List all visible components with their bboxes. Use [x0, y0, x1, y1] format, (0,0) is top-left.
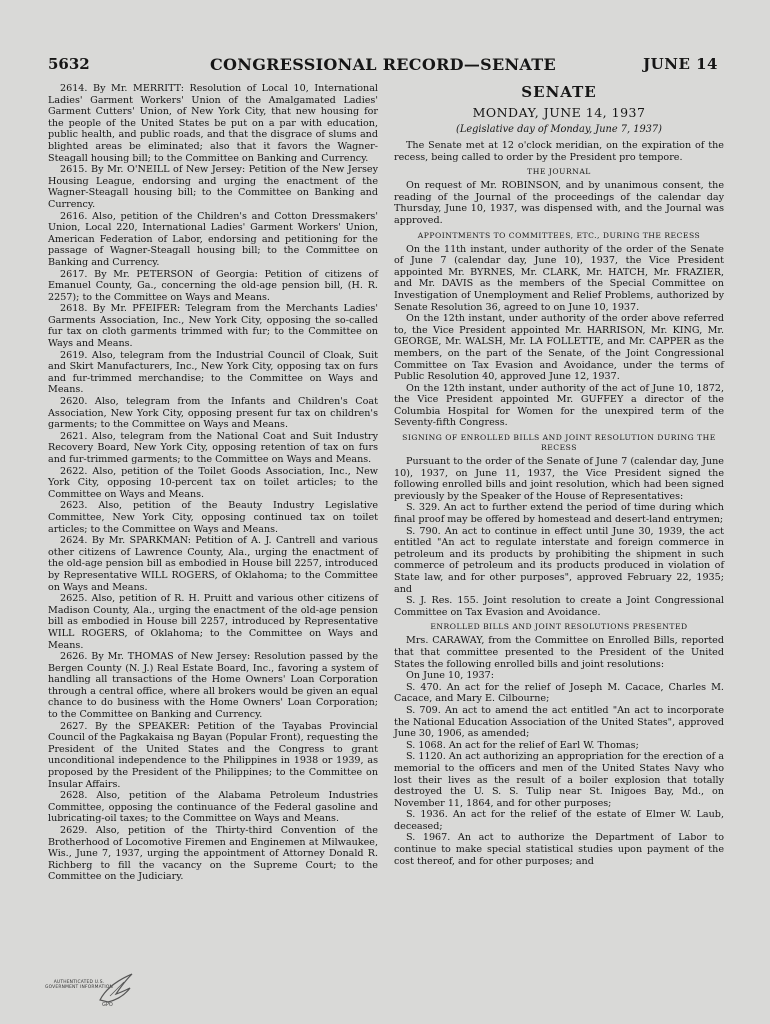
appointment-paragraph: On the 12th instant, under authority of the order above referred to, the Vice President appointed Mr. HARRISON, Mr. KING, Mr. GEORGE, Mr. WALSH, Mr. LA FOLLETTE, and Mr. CAPPER as the members, on the part of the Senate, of the Joint Congressional Committee on Tax Evasion and Avoidance, under the terms of Public Resolution 40, approved June 12, 1937. — [394, 313, 724, 383]
enrolled-paragraph: S. 1967. An act to authorize the Department of Labor to continue to make special statistical studies upon payment of the cost thereof, and for other purposes; and — [394, 832, 724, 867]
signing-paragraph: S. 790. An act to continue in effect until June 30, 1939, the act entitled "An act to regulate interstate and foreign commerce in petroleum and its products by prohibiting the shipment in such commerce of petroleum and its products produced in violation of State law, and for other purposes", approved February 22, 1935; and — [394, 525, 724, 595]
signing-paragraph: Pursuant to the order of the Senate of June 7 (calendar day, June 10), 1937, on June 11, 1937, the Vice President signed the following enrolled bills and joint resolution, which had been signed previously by the Speaker of the House of Representatives: — [394, 456, 724, 502]
petition-paragraph: 2614. By Mr. MERRITT: Resolution of Local 10, International Ladies' Garment Workers' Union of the Amalgamated Ladies' Garment Cutters' Union, of New York City, that new housing for the people of the United States be put on a par with education, public health, and public roads, and that the disgrace of slums and blighted areas be eliminated; also that it favors the Wagner-Steagall housing bill; to the Committee on Banking and Currency. — [48, 83, 378, 164]
petition-paragraph: 2624. By Mr. SPARKMAN: Petition of A. J. Cantrell and various other citizens of Lawrence County, Ala., urging the enactment of the old-age pension bill as embodied in House bill 2257, introduced by Representative WILL ROGERS, of Oklahoma; to the Committee on Ways and Means. — [48, 535, 378, 593]
enrolled-paragraph: Mrs. CARAWAY, from the Committee on Enrolled Bills, reported that that committee presented to the President of the United States the following enrolled bills and joint resolutions: — [394, 635, 724, 670]
enrolled-paragraph: S. 1068. An act for the relief of Earl W. Thomas; — [406, 739, 639, 751]
petition-paragraph: 2618. By Mr. PFEIFER: Telegram from the Merchants Ladies' Garments Association, Inc., New York City, opposing the so-called fur tax on cloth garments trimmed with fur; to the Committee on Ways and Means. — [48, 303, 378, 350]
petition-paragraph: 2628. Also, petition of the Alabama Petroleum Industries Committee, opposing the continuance of the Federal gasoline and lubricating-oil taxes; to the Committee on Ways and Means. — [48, 790, 378, 825]
petition-paragraph: 2617. By Mr. PETERSON of Georgia: Petition of citizens of Emanuel County, Ga., concerning the old-age pension bill, (H. R. 2257); to the Committee on Ways and Means. — [48, 268, 378, 303]
gpo-authentication-seal — [40, 968, 150, 1016]
petition-paragraph: 2626. By Mr. THOMAS of New Jersey: Resolution passed by the Bergen County (N. J.) Real Estate Board, Inc., favoring a system of handling all transactions of the Home Owners' Loan Corporation through a central office, where all brokers would be given an equal chance to do business with the Home Owners' Loan Corporation; to the Committee on Banking and Currency. — [48, 651, 378, 721]
seal-text: AUTHENTICATED U.S. GOVERNMENT INFORMATION — [45, 980, 113, 991]
enrolled-paragraph: S. 1120. An act authorizing an appropriation for the erection of a memorial to the officers and men of the United States Navy who lost their lives as the result of a boiler explosion that totally destroyed the U. S. S. Tulip near St. Inigoes Bay, Md., on November 11, 1864, and for other purposes; — [394, 751, 724, 809]
journal-title: CONGRESSIONAL RECORD—SENATE — [210, 55, 556, 74]
petition-paragraph: 2619. Also, telegram from the Industrial Council of Cloak, Suit and Skirt Manufacturers, Inc., New York City, opposing tax on furs and fur-trimmed merchandise; to the Committee on Ways and Means. — [48, 349, 378, 396]
subheading-signing: SIGNING OF ENROLLED BILLS AND JOINT RESOLUTION DURING THE RECESS — [402, 433, 716, 453]
subheading-enrolled: ENROLLED BILLS AND JOINT RESOLUTIONS PRESENTED — [430, 622, 688, 632]
signing-paragraph: S. 329. An act to further extend the period of time during which final proof may be offered by homestead and desert-land entrymen; — [394, 502, 724, 526]
petition-paragraph: 2625. Also, petition of R. H. Pruitt and various other citizens of Madison County, Ala., urging the enactment of the old-age pension bill as embodied in House bill 2257, introduced by Representative WILL ROGERS, of Oklahoma; to the Committee on Ways and Means. — [48, 593, 378, 651]
enrolled-paragraph: On June 10, 1937: — [406, 670, 494, 682]
petition-paragraph: 2621. Also, telegram from the National Coat and Suit Industry Recovery Board, New York City, opposing retention of tax on furs and fur-trimmed garments; to the Committee on Ways and Means. — [48, 430, 378, 465]
petition-paragraph: 2616. Also, petition of the Children's and Cotton Dressmakers' Union, Local 220, International Ladies' Garment Workers' Union, American Federation of Labor, endorsing and petitioning for the passage of Wagner-Steagall housing bill; to the Committee on Banking and Currency. — [48, 210, 378, 268]
page-number: 5632 — [48, 55, 90, 73]
appointment-paragraph: On the 11th instant, under authority of the order of the Senate of June 7 (calendar day, June 10), 1937, the Vice President appointed Mr. BYRNES, Mr. CLARK, Mr. HATCH, Mr. FRAZIER, and Mr. DAVIS as the members of the Special Committee on Investigation of Unemployment and Relief Problems, authorized by Senate Resolution 36, agreed to on June 10, 1937. — [394, 243, 724, 313]
right-column — [394, 83, 724, 867]
page-header — [48, 55, 718, 79]
petition-paragraph: 2620. Also, telegram from the Infants and Children's Coat Association, New York City, opposing present fur tax on children's garments; to the Committee on Ways and Means. — [48, 396, 378, 431]
session-date: MONDAY, JUNE 14, 1937 — [472, 105, 646, 120]
petition-paragraph: 2629. Also, petition of the Thirty-third Convention of the Brotherhood of Locomotive Firemen and Enginemen at Milwaukee, Wis., June 7, 1937, urging the appointment of Attorney Donald R. Richberg to fill the vacancy on the Supreme Court; to the Committee on the Judiciary. — [48, 825, 378, 883]
subheading-journal: THE JOURNAL — [527, 167, 591, 177]
petition-paragraph: 2615. By Mr. O'NEILL of New Jersey: Petition of the New Jersey Housing League, endorsing and urging the enactment of the Wagner-Steagall housing bill; to the Committee on Banking and Currency. — [48, 164, 378, 210]
section-heading-senate: SENATE — [521, 83, 597, 101]
journal-paragraph: On request of Mr. ROBINSON, and by unanimous consent, the reading of the Journal of the proceedings of the calendar day Thursday, June 10, 1937, was dispensed with, and the Journal was approved. — [394, 180, 724, 226]
seal-label: GPO — [102, 1002, 113, 1008]
appointment-paragraph: On the 12th instant, under authority of the act of June 10, 1872, the Vice President appointed Mr. GUFFEY a director of the Columbia Hospital for Women for the unexpired term of the Seventy-fifth Congress. — [394, 382, 724, 429]
subheading-appointments: APPOINTMENTS TO COMMITTEES, ETC., DURING THE RECESS — [417, 230, 701, 240]
left-column — [48, 83, 378, 883]
petition-paragraph: 2627. By the SPEAKER: Petition of the Tayabas Provincial Council of the Pagkakaisa ng Bayan (Popular Front), requesting the President of the United States and the Congress to grant unconditional independence to the Philippines in 1938 or 1939, as proposed by the President of the Philippines; to the Committee on Insular Affairs. — [48, 720, 378, 790]
legislative-day: (Legislative day of Monday, June 7, 1937) — [456, 124, 662, 135]
signing-paragraph: S. J. Res. 155. Joint resolution to create a Joint Congressional Committee on Tax Evasion and Avoidance. — [394, 595, 724, 618]
enrolled-paragraph: S. 1936. An act for the relief of the estate of Elmer W. Laub, deceased; — [394, 809, 724, 832]
petition-paragraph: 2622. Also, petition of the Toilet Goods Association, Inc., New York City, opposing 10-percent tax on toilet articles; to the Committee on Ways and Means. — [48, 465, 378, 500]
petition-paragraph: 2623. Also, petition of the Beauty Industry Legislative Committee, New York City, opposing continued tax on toilet articles; to the Committee on Ways and Means. — [48, 500, 378, 535]
opening-paragraph: The Senate met at 12 o'clock meridian, on the expiration of the recess, being called to order by the President pro tempore. — [394, 140, 724, 163]
header-date: JUNE 14 — [643, 55, 718, 73]
enrolled-paragraph: S. 470. An act for the relief of Joseph M. Cacace, Charles M. Cacace, and Mary E. Cilbourne; — [394, 681, 724, 705]
enrolled-paragraph: S. 709. An act to amend the act entitled "An act to incorporate the National Education Association of the United States", approved June 30, 1906, as amended; — [394, 704, 724, 740]
